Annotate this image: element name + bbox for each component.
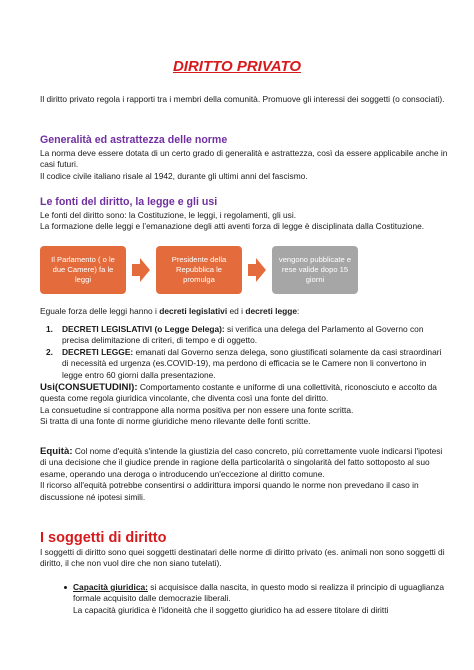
fonti-line-1: Le fonti del diritto sono: la Costituzione, le leggi, i regolamenti, gli usi. bbox=[40, 210, 297, 220]
fonti-line-2: La formazione delle leggi e l’emanazione degli atti aventi forza di legge è disciplinata dalla Costituzione. bbox=[40, 221, 425, 232]
section-heading-soggetti: I soggetti di diritto bbox=[40, 530, 167, 546]
section-heading-fonti: Le fonti del diritto, la legge e gli usi bbox=[40, 196, 218, 208]
flow-step-presidente: Presidente della Repubblica le promulga bbox=[156, 246, 242, 294]
list-item-term: DECRETI LEGGE: bbox=[62, 346, 134, 357]
list-item bbox=[40, 324, 448, 347]
forza-legge-paragraph bbox=[40, 306, 448, 317]
page-title: DIRITTO PRIVATO bbox=[172, 58, 302, 75]
usi-text: Comportamento costante e uniforme di una collettività, riconosciuto e accolto da questa come regola giuridica vincolante, che diventa così una fonte del diritto. bbox=[40, 382, 437, 404]
capacita-term: Capacità giuridica: bbox=[73, 582, 148, 592]
arrow-right-icon bbox=[132, 258, 150, 282]
list-item bbox=[40, 582, 448, 616]
equita-text: Col nome d'equità s'intende la giustizia del caso concreto, più correttamente vuole indicarsi l'ipotesi di una decisione che il giudice prende in ragione della particolarità o singolarità del fatto sottoposto al suo esame, operando una deroga o introducendo un'eccezione al diritto comune. bbox=[40, 446, 443, 479]
forza-text-post: : bbox=[297, 306, 300, 316]
equita-line-2: Il ricorso all'equità potrebbe consentirsi o addirittura imporsi quando le norme non prevedano il caso in discussione né ipotesi simili. bbox=[40, 480, 419, 502]
generalita-line-1: La norma deve essere dotata di un certo grado di generalità e astrattezza, così da essere applicabile anche in casi futuri. bbox=[40, 148, 448, 170]
list-item-term: DECRETI LEGISLATIVI (o Legge Delega): bbox=[62, 324, 225, 334]
usi-line-3: Si tratta di una fonte di norme giuridiche meno rilevante delle fonti scritte. bbox=[40, 416, 311, 427]
flow-step-pubblicazione: vengono pubblicate e rese valide dopo 15 giorni bbox=[272, 246, 358, 294]
fonti-paragraph bbox=[40, 210, 448, 233]
forza-term-decreti-legge: decreti legge bbox=[245, 306, 298, 316]
decrees-list bbox=[40, 324, 448, 381]
usi-definition bbox=[40, 382, 448, 405]
capacita-list bbox=[40, 582, 448, 616]
capacita-text: si acquisisce dalla nascita, in questo modo si realizza il principio di uguaglianza formale acquisito dalle democrazie liberali. bbox=[73, 582, 445, 604]
flow-step-parlamento: Il Parlamento ( o le due Camere) fa le leggi bbox=[40, 246, 126, 294]
list-item-text: si verifica una delega del Parlamento al Governo con precisa delimitazione di criteri, di tempo e di oggetto. bbox=[62, 324, 424, 346]
usi-line-2: La consuetudine si contrappone alla norma positiva per non essere una fonte scritta. bbox=[40, 404, 354, 415]
list-item-number: 2. bbox=[46, 346, 53, 357]
usi-term: Usi(CONSUETUDINI): bbox=[40, 382, 138, 393]
generalita-paragraph bbox=[40, 148, 448, 182]
forza-text-pre: Eguale forza delle leggi hanno i bbox=[40, 306, 160, 316]
list-item-number: 1. bbox=[46, 324, 53, 334]
usi-paragraph bbox=[40, 382, 448, 428]
intro-paragraph: Il diritto privato regola i rapporti tra i membri della comunità. Promuove gli interessi dei soggetti (o consociati). bbox=[40, 94, 445, 104]
forza-term-decreti-legislativi: decreti legislativi bbox=[159, 306, 228, 316]
capacita-definition bbox=[73, 582, 448, 605]
arrow-right-icon bbox=[248, 258, 266, 282]
list-item bbox=[40, 347, 448, 381]
equita-term: Equità: bbox=[40, 446, 73, 457]
capacita-line-2: La capacità giuridica è l'idoneità che il soggetto giuridico ha ad essere titolare di diritti bbox=[73, 604, 389, 615]
equita-paragraph bbox=[40, 446, 448, 503]
bullet-icon bbox=[64, 586, 67, 589]
section-heading-generalita: Generalità ed astrattezza delle norme bbox=[40, 134, 228, 146]
soggetti-paragraph: I soggetti di diritto sono quei soggetti destinatari delle norme di diritto privato (es. animali non sono soggetti di diritto, il che non vuol dire che non siano tutelati). bbox=[40, 547, 445, 569]
forza-text-mid: ed i bbox=[227, 306, 246, 316]
legislative-process-diagram bbox=[40, 246, 360, 296]
list-item-text: emanati dal Governo senza delega, sono giustificati solamente da casi straordinari di necessità ed urgenza (es.COVID-19), ma perdono di efficacia se le Camere non li convertono in legge entro 60 giorni dalla presentazione. bbox=[62, 346, 442, 380]
equita-definition bbox=[40, 446, 448, 480]
generalita-line-2: Il codice civile italiano risale al 1942, durante gli ultimi anni del fascismo. bbox=[40, 170, 308, 181]
